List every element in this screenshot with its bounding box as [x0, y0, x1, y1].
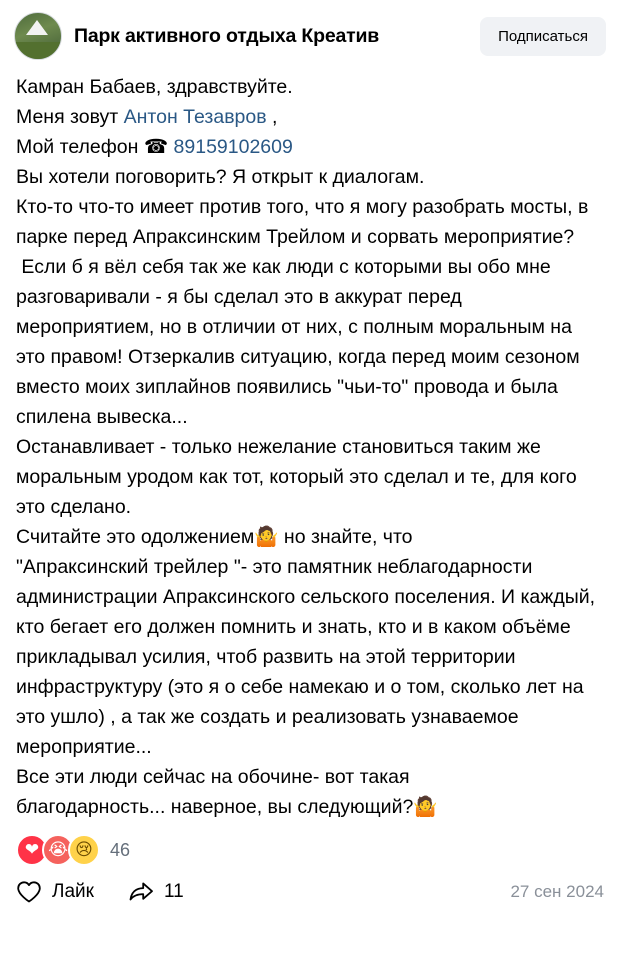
post-text — [0, 68, 620, 822]
post-paragraph-0: Вы хотели поговорить? Я открыт к диалогам. — [16, 166, 425, 188]
share-button[interactable] — [128, 880, 184, 904]
name-suffix: , — [266, 106, 278, 128]
consider-prefix: Считайте это одолжением — [16, 526, 255, 548]
shrug-icon-2: 🤷 — [413, 795, 438, 818]
heart-outline-icon — [16, 880, 42, 904]
last-prefix: благодарность... наверное, вы следующий? — [16, 796, 414, 818]
tent-icon — [26, 20, 48, 35]
heart-reaction-icon[interactable]: ❤ — [16, 834, 48, 866]
telephone-icon: ☎ — [143, 135, 169, 158]
post-date: 27 сен 2024 — [510, 882, 604, 901]
reaction-count: 46 — [110, 839, 131, 860]
post-line-name — [16, 102, 604, 132]
name-prefix: Меня зовут — [16, 106, 124, 128]
post-paragraph-4: "Апраксинский трейлер "- это памятник неблагодарности администрации Апраксинского сельского поселения. И каждый, кто бегает его должен помнить и знать, кто и в каком объёме прикладывал усилия, чтоб развить на этой территории инфраструктуру (это я о себе намекаю и о том, сколько лет на это ушло) , а так же создать и реализовать узнаваемое мероприятие... — [16, 556, 601, 758]
subscribe-button[interactable]: Подписаться — [480, 17, 606, 56]
action-bar — [0, 866, 620, 904]
post-line-consider — [16, 522, 604, 552]
page-title[interactable]: Парк активного отдыха Креатив — [74, 24, 380, 47]
avatar-ground — [15, 42, 61, 59]
post-line-greeting: Камран Бабаев, здравствуйте. — [16, 76, 293, 98]
like-label: Лайк — [52, 881, 94, 902]
post-line-last — [16, 792, 604, 822]
post-header — [0, 0, 620, 68]
mention-link[interactable]: Антон Тезавров — [123, 106, 267, 128]
post-paragraph-1: Кто-то что-то имеет против того, что я могу разобрать мосты, в парке перед Апраксинским Трейлом и сорвать мероприятие? — [16, 196, 594, 248]
post-paragraph-5: Все эти люди сейчас на обочине- вот такая — [16, 766, 410, 788]
reaction-stack[interactable] — [16, 834, 100, 866]
share-icon — [128, 880, 154, 904]
avatar[interactable] — [14, 12, 62, 60]
reactions-bar[interactable] — [0, 822, 620, 866]
post-paragraph-2: Если б я вёл себя так же как люди с которыми вы обо мне разговаривали - я бы сделал это в аккурат перед мероприятием, но в отличии от них, с полным моральным на это правом! Отзеркалив ситуацию, когда перед моим сезоном вместо моих зиплайнов появились "чьи-то" провода и была спилена вывеска... — [16, 256, 586, 428]
consider-suffix: но знайте, что — [278, 526, 413, 548]
phone-prefix: Мой телефон — [16, 136, 144, 158]
post-paragraph-3: Останавливает - только нежелание становиться таким же моральным уродом как тот, который это сделал и те, для кого это сделано. — [16, 436, 583, 518]
post-line-phone — [16, 132, 604, 162]
phone-link[interactable]: 89159102609 — [173, 136, 293, 158]
sad-reaction-icon[interactable]: 😢 — [68, 834, 100, 866]
like-button[interactable] — [16, 880, 94, 904]
shrug-icon: 🤷 — [254, 525, 279, 548]
cry-reaction-icon[interactable]: 😭 — [42, 834, 74, 866]
share-count: 11 — [163, 881, 184, 902]
